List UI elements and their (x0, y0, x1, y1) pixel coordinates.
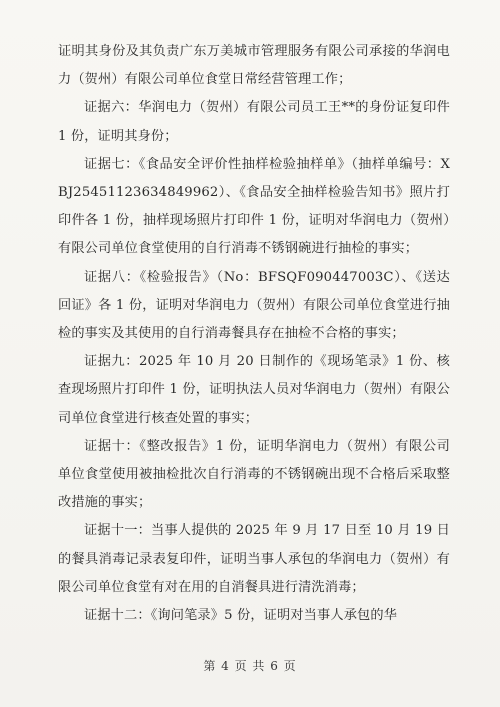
document-body (58, 38, 450, 630)
page-number-footer: 第 4 页 共 6 页 (203, 659, 297, 673)
paragraph-evidence-11: 证据十一：当事人提供的 2025 年 9 月 17 日至 10 月 19 日的餐具消毒记录表复印件，证明当事人承包的华润电力（贺州）有限公司单位食堂有对在用的自消餐具进行清洗消毒； (58, 523, 450, 595)
paragraph-continuation: 证明其身份及其负责广东万美城市管理服务有限公司承接的华润电力（贺州）有限公司单位食堂日常经营管理工作； (58, 44, 450, 88)
paragraph-evidence-12: 证据十二：《询问笔录》5 份，证明对当事人承包的华 (84, 608, 398, 624)
paragraph-evidence-8: 证据八：《检验报告》（No：BFSQF090447003C）、《送达回证》各 1 份，证明对华润电力（贺州）有限公司单位食堂进行抽检的事实及其使用的自行消毒餐具存在抽检不合格的事实； (58, 269, 450, 342)
paragraph-evidence-9: 证据九：2025 年 10 月 20 日制作的《现场笔录》1 份、核查现场照片打印件 1 份，证明执法人员对华润电力（贺州）有限公司单位食堂进行核查处置的事实； (58, 354, 450, 426)
paragraph-evidence-7: 证据七：《食品安全评价性抽样检验抽样单》（抽样单编号：XBJ25451123634849962）、《食品安全抽样检验告知书》照片打印件各 1 份，抽样现场照片打印件 1 份，证明对华润电力（贺州）有限公司单位食堂使用的自行消毒不锈钢碗进行抽检的事实； (58, 156, 450, 257)
paragraph-evidence-10: 证据十：《整改报告》1 份，证明华润电力（贺州）有限公司单位食堂使用被抽检批次自行消毒的不锈钢碗出现不合格后采取整改措施的事实； (58, 438, 450, 511)
paragraph-evidence-6: 证据六：华润电力（贺州）有限公司员工王**的身份证复印件 1 份，证明其身份； (58, 100, 450, 144)
